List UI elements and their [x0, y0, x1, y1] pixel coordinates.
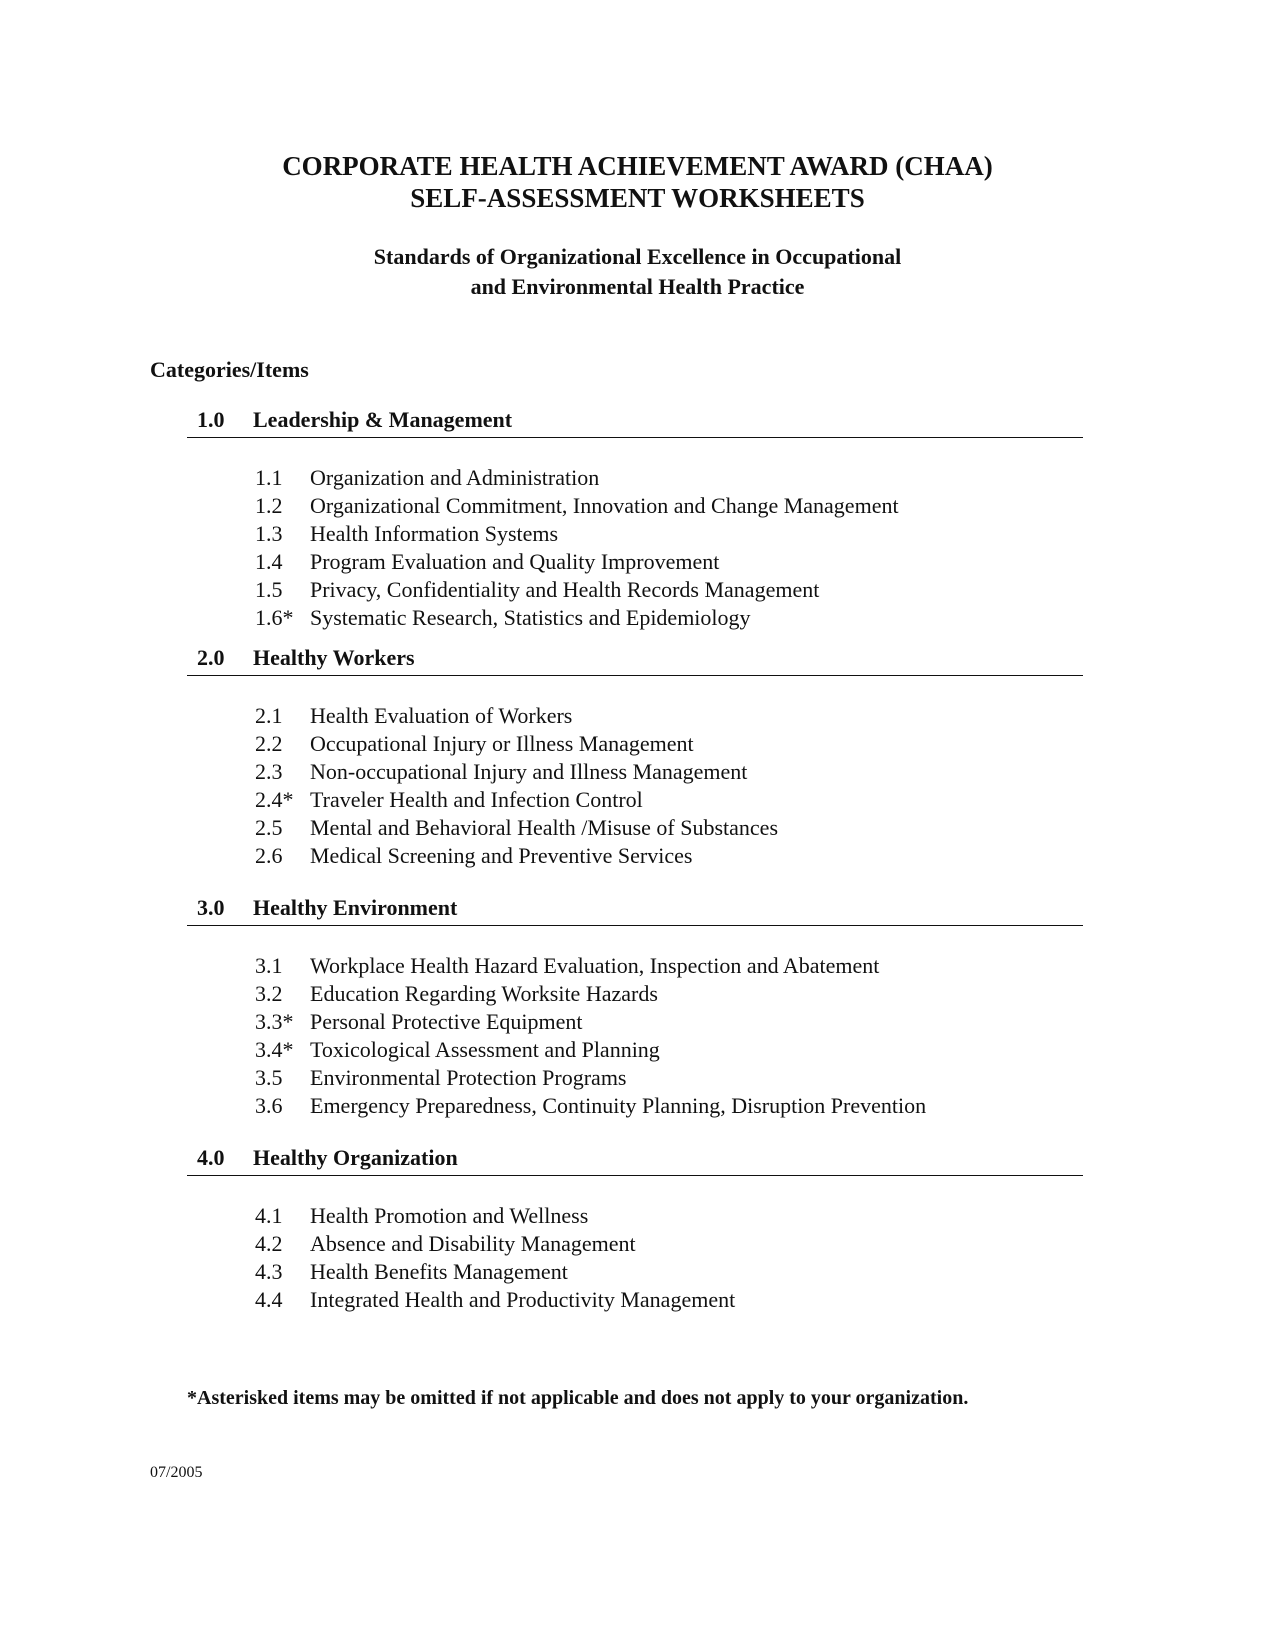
list-item	[255, 605, 751, 631]
list-item	[255, 549, 719, 575]
item-label: Education Regarding Worksite Hazards	[310, 981, 658, 1006]
section-number: 2.0	[197, 645, 225, 670]
item-label: Non-occupational Injury and Illness Management	[310, 759, 748, 784]
item-label: Health Information Systems	[310, 521, 559, 546]
section-header-2	[187, 645, 1083, 676]
list-item	[255, 1287, 735, 1313]
item-number: 3.4*	[255, 1037, 294, 1062]
item-label: Environmental Protection Programs	[310, 1065, 627, 1090]
item-label: Systematic Research, Statistics and Epidemiology	[310, 605, 751, 630]
item-label: Emergency Preparedness, Continuity Planning, Disruption Prevention	[310, 1093, 927, 1118]
item-number: 2.6	[255, 843, 283, 868]
item-number: 3.2	[255, 981, 283, 1006]
item-label: Health Evaluation of Workers	[310, 703, 573, 728]
section-header-row	[187, 407, 1083, 438]
title-line-2: SELF-ASSESSMENT WORKSHEETS	[410, 183, 865, 213]
subtitle-line-1: Standards of Organizational Excellence in Occupational	[373, 244, 902, 269]
section-number: 3.0	[197, 895, 225, 920]
item-number: 3.6	[255, 1093, 283, 1118]
list-item	[255, 521, 558, 547]
item-label: Occupational Injury or Illness Management	[310, 731, 694, 756]
item-label: Traveler Health and Infection Control	[310, 787, 643, 812]
item-label: Program Evaluation and Quality Improvement	[310, 549, 720, 574]
item-label: Personal Protective Equipment	[310, 1009, 583, 1034]
footnote: *Asterisked items may be omitted if not applicable and does not apply to your organization.	[187, 1387, 969, 1409]
item-number: 3.1	[255, 953, 283, 978]
document-date: 07/2005	[150, 1464, 203, 1481]
item-label: Mental and Behavioral Health /Misuse of Substances	[310, 815, 779, 840]
item-number: 4.2	[255, 1231, 283, 1256]
item-label: Workplace Health Hazard Evaluation, Inspection and Abatement	[310, 953, 880, 978]
list-item	[255, 577, 819, 603]
item-number: 2.1	[255, 703, 283, 728]
section-number: 4.0	[197, 1145, 225, 1170]
item-number: 2.2	[255, 731, 283, 756]
section-title: Leadership & Management	[253, 407, 513, 432]
section-header-row	[187, 1145, 1083, 1176]
list-item	[255, 981, 658, 1007]
item-number: 1.5	[255, 577, 283, 602]
list-item	[255, 1093, 926, 1119]
section-header-4	[187, 1145, 1083, 1176]
categories-heading: Categories/Items	[150, 357, 309, 382]
item-label: Health Benefits Management	[310, 1259, 568, 1284]
section-header-3	[187, 895, 1083, 926]
item-number: 1.2	[255, 493, 283, 518]
item-number: 2.4*	[255, 787, 294, 812]
item-number: 1.3	[255, 521, 283, 546]
list-item	[255, 953, 879, 979]
list-item	[255, 731, 694, 757]
subtitle-line-2: and Environmental Health Practice	[470, 274, 805, 299]
list-item	[255, 1065, 627, 1091]
list-item	[255, 1037, 660, 1063]
section-title: Healthy Workers	[253, 645, 415, 670]
item-number: 1.4	[255, 549, 283, 574]
title-line-1: CORPORATE HEALTH ACHIEVEMENT AWARD (CHAA)	[282, 151, 993, 181]
item-number: 2.5	[255, 815, 283, 840]
item-number: 4.4	[255, 1287, 283, 1312]
section-header-1	[187, 407, 1083, 438]
section-title: Healthy Organization	[253, 1145, 458, 1170]
list-item	[255, 843, 692, 869]
item-label: Toxicological Assessment and Planning	[310, 1037, 660, 1062]
list-item	[255, 1231, 636, 1257]
list-item	[255, 465, 599, 491]
section-header-row	[187, 895, 1083, 926]
item-number: 2.3	[255, 759, 283, 784]
list-item	[255, 1259, 568, 1285]
item-number: 3.5	[255, 1065, 283, 1090]
list-item	[255, 815, 778, 841]
item-label: Privacy, Confidentiality and Health Records Management	[310, 577, 820, 602]
section-header-row	[187, 645, 1083, 676]
list-item	[255, 703, 572, 729]
item-label: Health Promotion and Wellness	[310, 1203, 589, 1228]
item-number: 3.3*	[255, 1009, 294, 1034]
item-number: 4.1	[255, 1203, 283, 1228]
item-label: Medical Screening and Preventive Services	[310, 843, 693, 868]
list-item	[255, 1203, 588, 1229]
list-item	[255, 1009, 583, 1035]
item-label: Organizational Commitment, Innovation and Change Management	[310, 493, 899, 518]
list-item	[255, 493, 899, 519]
item-number: 1.6*	[255, 605, 294, 630]
section-number: 1.0	[197, 407, 225, 432]
item-label: Absence and Disability Management	[310, 1231, 636, 1256]
section-title: Healthy Environment	[253, 895, 458, 920]
list-item	[255, 759, 747, 785]
list-item	[255, 787, 643, 813]
item-number: 4.3	[255, 1259, 283, 1284]
item-number: 1.1	[255, 465, 283, 490]
item-label: Integrated Health and Productivity Management	[310, 1287, 736, 1312]
item-label: Organization and Administration	[310, 465, 600, 490]
